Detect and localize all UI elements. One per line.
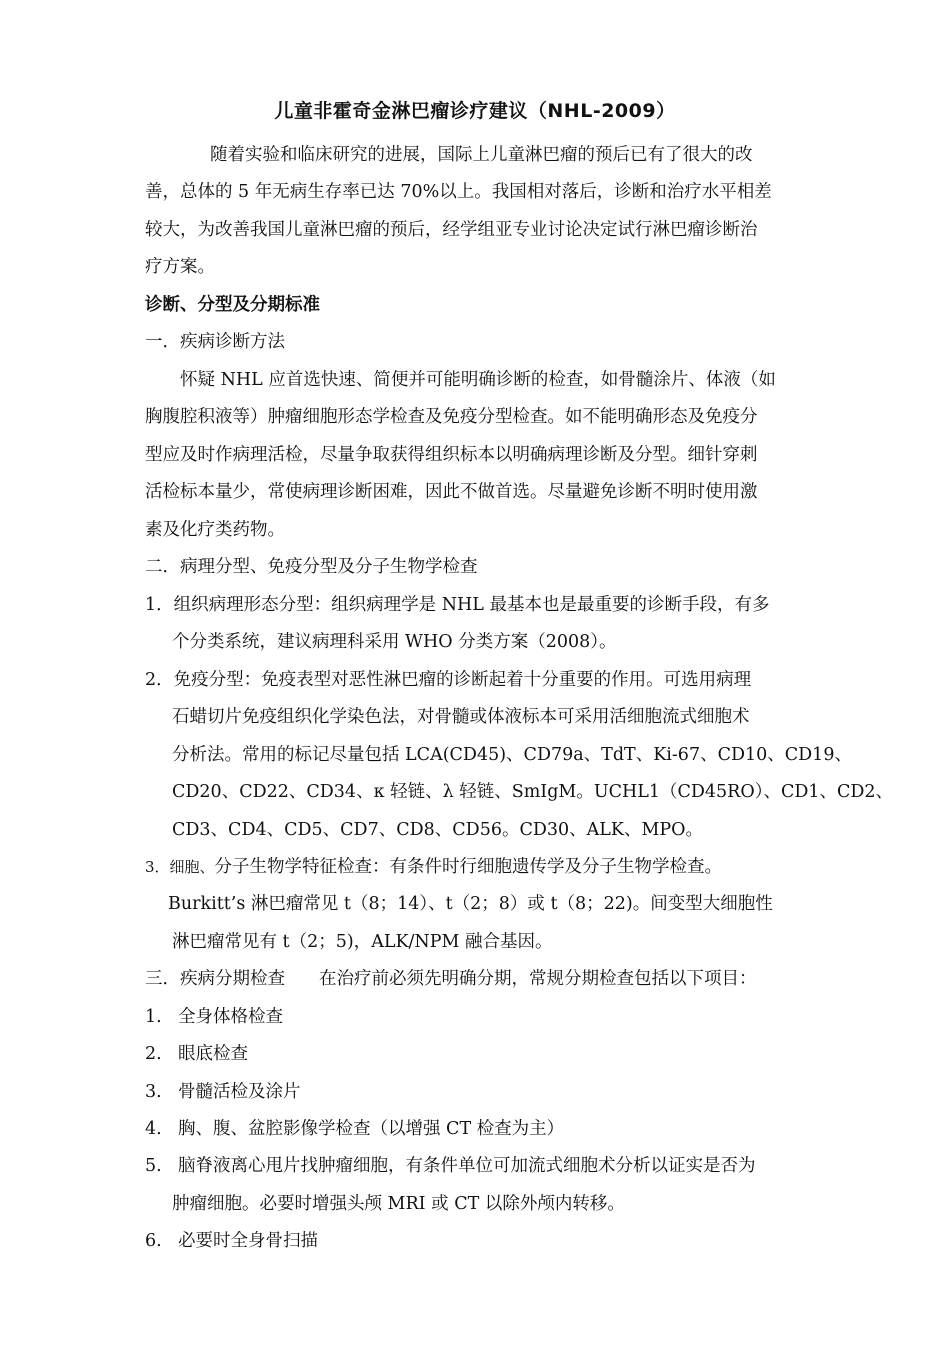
intro-line: 随着实验和临床研究的进展，国际上儿童淋巴瘤的预后已有了很大的改 bbox=[210, 145, 753, 165]
part2-item3-line: Burkitt’s 淋巴瘤常见 t（8；14）、t（2；8）或 t（8；22)。间变型大细胞性 bbox=[168, 894, 773, 914]
part3-heading-tail: 在治疗前必须先明确分期，常规分期检查包括以下项目： bbox=[319, 969, 757, 989]
intro-line: 疗方案。 bbox=[145, 257, 215, 277]
part2-item3-text: 分子生物学特征检查：有条件时行细胞遗传学及分子生物学检查。 bbox=[214, 857, 723, 877]
item-number: 6. bbox=[145, 1231, 162, 1251]
part2-item1-line: 1．组织病理形态分型：组织病理学是 NHL 最基本也是最重要的诊断手段，有多 bbox=[145, 595, 770, 615]
part1-line: 素及化疗类药物。 bbox=[145, 520, 285, 540]
item-number: 1. bbox=[145, 1007, 162, 1027]
part3-item bbox=[145, 1114, 564, 1144]
part3-item bbox=[145, 1002, 283, 1032]
part2-item3-line: 淋巴瘤常见有 t（2；5)，ALK/NPM 融合基因。 bbox=[172, 932, 553, 952]
part2-item2-line: 分析法。常用的标记尽量包括 LCA(CD45)、CD79a、TdT、Ki-67、CD10、CD19、 bbox=[172, 745, 852, 765]
part3-item bbox=[145, 1226, 318, 1256]
part2-item3-prefix: 3．细胞、 bbox=[145, 858, 215, 876]
part2-heading: 二．病理分型、免疫分型及分子生物学检查 bbox=[145, 557, 478, 577]
part2-item2-line: CD20、CD22、CD34、κ 轻链、λ 轻链、SmIgM。UCHL1（CD45RO）、CD1、CD2、 bbox=[172, 782, 894, 802]
item-text: 骨髓活检及涂片 bbox=[178, 1082, 301, 1102]
item-text: 全身体格检查 bbox=[178, 1007, 283, 1027]
part1-line: 怀疑 NHL 应首选快速、简便并可能明确诊断的检查，如骨髓涂片、体液（如 bbox=[180, 370, 776, 390]
part3-item bbox=[145, 1151, 756, 1181]
item-number: 3. bbox=[145, 1082, 162, 1102]
part3-heading-line bbox=[145, 964, 757, 994]
item-text: 脑脊液离心甩片找肿瘤细胞，有条件单位可加流式细胞术分析以证实是否为 bbox=[178, 1156, 756, 1176]
part2-item1-line: 个分类系统，建议病理科采用 WHO 分类方案（2008）。 bbox=[172, 632, 617, 652]
item-text: 胸、腹、盆腔影像学检查（以增强 CT 检查为主） bbox=[178, 1119, 565, 1139]
part2-item2-line: 2．免疫分型：免疫表型对恶性淋巴瘤的诊断起着十分重要的作用。可选用病理 bbox=[145, 670, 752, 690]
part3-heading: 三．疾病分期检查 bbox=[145, 969, 285, 989]
part3-item-continuation bbox=[172, 1189, 625, 1219]
intro-line: 善，总体的 5 年无病生存率已达 70%以上。我国相对落后，诊断和治疗水平相差 bbox=[145, 182, 772, 202]
part2-item3-line bbox=[145, 852, 722, 882]
part2-item2-line: CD3、CD4、CD5、CD7、CD8、CD56。CD30、ALK、MPO。 bbox=[172, 820, 704, 840]
part3-item bbox=[145, 1039, 248, 1069]
part1-heading: 一．疾病诊断方法 bbox=[145, 332, 285, 352]
item-number: 2. bbox=[145, 1044, 162, 1064]
item-text: 肿瘤细胞。必要时增强头颅 MRI 或 CT 以除外颅内转移。 bbox=[172, 1194, 625, 1214]
document-title: 儿童非霍奇金淋巴瘤诊疗建议（NHL-2009） bbox=[274, 100, 676, 122]
part1-line: 胸腹腔积液等）肿瘤细胞形态学检查及免疫分型检查。如不能明确形态及免疫分 bbox=[145, 407, 758, 427]
item-text: 必要时全身骨扫描 bbox=[178, 1231, 318, 1251]
part3-item bbox=[145, 1077, 301, 1107]
intro-line: 较大，为改善我国儿童淋巴瘤的预后，经学组亚专业讨论决定试行淋巴瘤诊断治 bbox=[145, 220, 758, 240]
part1-line: 型应及时作病理活检，尽量争取获得组织标本以明确病理诊断及分型。细针穿刺 bbox=[145, 445, 758, 465]
item-number: 4. bbox=[145, 1119, 162, 1139]
part2-item2-line: 石蜡切片免疫组织化学染色法，对骨髓或体液标本可采用活细胞流式细胞术 bbox=[172, 707, 750, 727]
item-text: 眼底检查 bbox=[178, 1044, 248, 1064]
part1-line: 活检标本量少，常使病理诊断困难，因此不做首选。尽量避免诊断不明时使用激 bbox=[145, 482, 758, 502]
item-number: 5. bbox=[145, 1156, 162, 1176]
section-heading: 诊断、分型及分期标准 bbox=[145, 295, 320, 315]
